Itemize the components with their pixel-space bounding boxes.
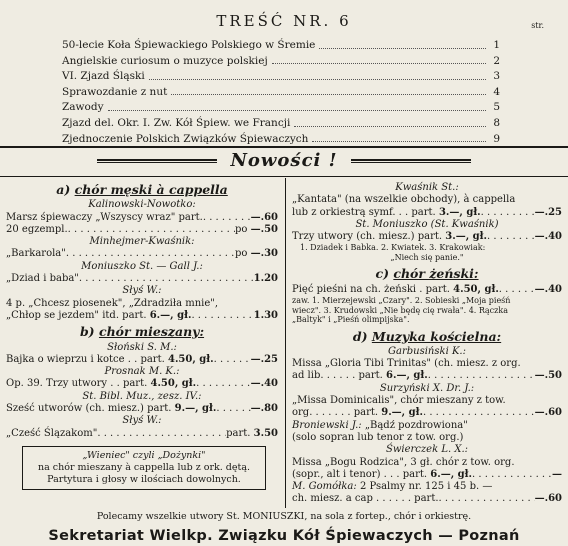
- item-line: lub z orkiestrą symf. . . part. 3.—, gł. . . . —.25: [292, 207, 562, 219]
- toc-leader: [312, 132, 486, 143]
- toc-entry: [62, 116, 500, 132]
- item-line: M. Gomółka: 2 Psalmy nr. 125 i 45 b. —: [292, 481, 493, 493]
- item-line: „Kantata" (na wszelkie obchody), à cappella: [292, 194, 516, 206]
- composer: Kalinowski-Nowotko:: [88, 199, 196, 211]
- news-banner: [0, 150, 568, 171]
- composer: Minhejmer-Kwaśnik:: [89, 236, 195, 248]
- toc-entry-title: Zjazd del. Okr. I. Zw. Kół Śpiew. we Francji: [62, 116, 291, 129]
- item-line: Missa „Gloria Tibi Trinitas" (ch. miesz. z org.: [292, 358, 521, 370]
- toc-entry: [62, 100, 500, 116]
- divider: [0, 176, 568, 177]
- composer: St. Moniuszko (St. Kwaśnik): [355, 218, 499, 230]
- item-line: Trzy utwory (ch. miesz.) part. 3.—, gł. . . . —.40: [292, 231, 562, 243]
- left-column: [6, 182, 278, 490]
- item-line: Marsz śpiewaczy „Wszyscy wraz" part. . . . —.60: [6, 212, 278, 224]
- toc-leader: [319, 38, 486, 49]
- toc-leader: [171, 85, 486, 96]
- toc-leader: [294, 116, 486, 127]
- composer: Surzyński X. Dr. J.:: [379, 382, 475, 394]
- item-note: „Baltyk" i „Pieśń olimpijska".: [292, 315, 410, 325]
- toc-entry-page: 5: [493, 101, 500, 114]
- footer-note: Polecamy wszelkie utwory St. MONIUSZKI, na sola z fortep., chór i orkiestrę.: [96, 511, 472, 522]
- box-title: „Wieniec" czyli „Dożynki": [82, 449, 206, 461]
- composer: Prosnak M. K.:: [104, 366, 180, 378]
- toc-entry-title: VI. Zjazd Śląski: [62, 70, 145, 83]
- toc-entry-title: Angielskie curiosum o muzyce polskiej: [62, 54, 268, 67]
- item-line: 4 p. „Chcesz piosenek", „Zdradziła mnie",: [6, 297, 219, 309]
- composer: Moniuszko St. — Gall J.:: [81, 260, 203, 272]
- page-column-label: str.: [531, 21, 544, 30]
- toc-entry: [62, 69, 500, 85]
- item-note: 1. Dziadek i Babka. 2. Kwiatek. 3. Krakowiak:: [300, 243, 486, 253]
- item-line: ch. miesz. a cap . . . . . . part. . . . —.60: [292, 493, 562, 505]
- section-heading-church: d) Muzyka kościelna:: [352, 328, 502, 344]
- item-note: wiecz". 3. Krudowski „Nie będę cię rwała". 4. Rączka: [292, 305, 508, 315]
- toc-entry: [62, 132, 500, 148]
- table-of-contents: [62, 38, 500, 147]
- item-note: „Niech się panie.": [390, 252, 464, 262]
- toc-entry-title: Zjednoczenie Polskich Związków Śpiewaczych: [62, 132, 309, 145]
- composer: Słoński S. M.:: [107, 341, 177, 353]
- item-line: Broniewski J.: „Bądź pozdrowiona": [292, 419, 468, 431]
- item-line: „Dziad i baba" . . . 1.20: [6, 273, 278, 285]
- item-line: „Cześć Ślązakom" . . . part. 3.50: [6, 428, 278, 440]
- toc-entry-title: Zawody: [62, 101, 104, 114]
- featured-box: [22, 446, 266, 490]
- box-line: na chór mieszany à cappella lub z ork. dętą.: [38, 461, 250, 473]
- toc-entry-title: 50-lecie Koła Śpiewackiego Polskiego w Śremie: [62, 39, 316, 51]
- item-line: „Barkarola" . . . po —.30: [6, 248, 278, 260]
- banner-ornament-right: [351, 159, 471, 163]
- toc-leader: [272, 54, 486, 65]
- toc-title: TREŚĆ NR. 6: [216, 12, 352, 30]
- item-line: Op. 39. Trzy utwory . . part. 4.50, gł. . . . —.40: [6, 378, 278, 390]
- item-line: (solo sopran lub tenor z tow. org.): [292, 431, 464, 443]
- item-line: Bajka o wieprzu i kotce . . part. 4.50, gł. . . . —.25: [6, 354, 278, 366]
- column-divider: [285, 178, 286, 508]
- section-heading-male: a) chór męski à cappella: [56, 182, 228, 197]
- toc-entry-page: 9: [493, 132, 500, 145]
- toc-entry-page: 8: [493, 116, 500, 129]
- item-note: zaw. 1. Mierzejewski „Czary". 2. Sobieski „Moja pieśń: [292, 296, 511, 306]
- banner-title: Nowości !: [230, 150, 338, 171]
- toc-entry-page: 4: [493, 85, 500, 98]
- toc-leader: [149, 69, 486, 80]
- toc-entry: [62, 54, 500, 70]
- section-heading-mixed: b) chór mieszany:: [79, 324, 205, 340]
- item-line: ad lib. . . . . . part. 6.—, gł. . . . —.50: [292, 370, 562, 382]
- item-line: 20 egzempl. . . . po —.50: [6, 224, 278, 236]
- item-line: Missa „Bogu Rodzica", 3 gł. chór z tow. org.: [292, 456, 515, 468]
- composer: Słyś W.:: [122, 415, 162, 427]
- right-column: [292, 182, 562, 506]
- item-line: „Missa Dominicalis", chór mieszany z tow.: [292, 395, 506, 407]
- composer: St. Bibl. Muz., zesz. IV.:: [82, 390, 202, 402]
- item-line: Pięć pieśni na ch. żeński . part. 4.50, gł. . . . —.40: [292, 284, 562, 296]
- toc-entry-page: 3: [493, 70, 500, 83]
- toc-entry-page: 1: [493, 39, 500, 51]
- toc-entry-title: Sprawozdanie z nut: [62, 85, 168, 98]
- section-heading-female: c) chór żeński:: [375, 266, 479, 282]
- footer-publisher: Sekretariat Wielkp. Związku Kół Śpiewaczych — Poznań: [48, 528, 520, 544]
- item-line: „Chłop se jezdem" itd. part. 6.—, gł. . . . 1.30: [6, 310, 278, 322]
- box-line: Partytura i głosy w ilościach dowolnych.: [47, 473, 241, 485]
- toc-entry-page: 2: [493, 54, 500, 67]
- banner-ornament-left: [97, 159, 217, 163]
- composer: Garbusiński K.:: [388, 345, 466, 357]
- composer: Słyś W.:: [122, 285, 162, 297]
- item-line: (sopr., alt i tenor) . . . part. 6.—, gł. . . . —: [292, 469, 562, 481]
- item-line: org. . . . . . . part. 9.—, gł. . . . —.60: [292, 407, 562, 419]
- toc-leader: [108, 100, 486, 111]
- divider: [0, 146, 568, 148]
- composer: Kwaśnik St.:: [395, 182, 459, 193]
- item-line: Sześć utworów (ch. miesz.) part. 9.—, gł. . . . —.80: [6, 403, 278, 415]
- composer: Świerczek L. X.:: [386, 444, 468, 456]
- toc-entry: [62, 85, 500, 101]
- toc-entry: [62, 38, 500, 54]
